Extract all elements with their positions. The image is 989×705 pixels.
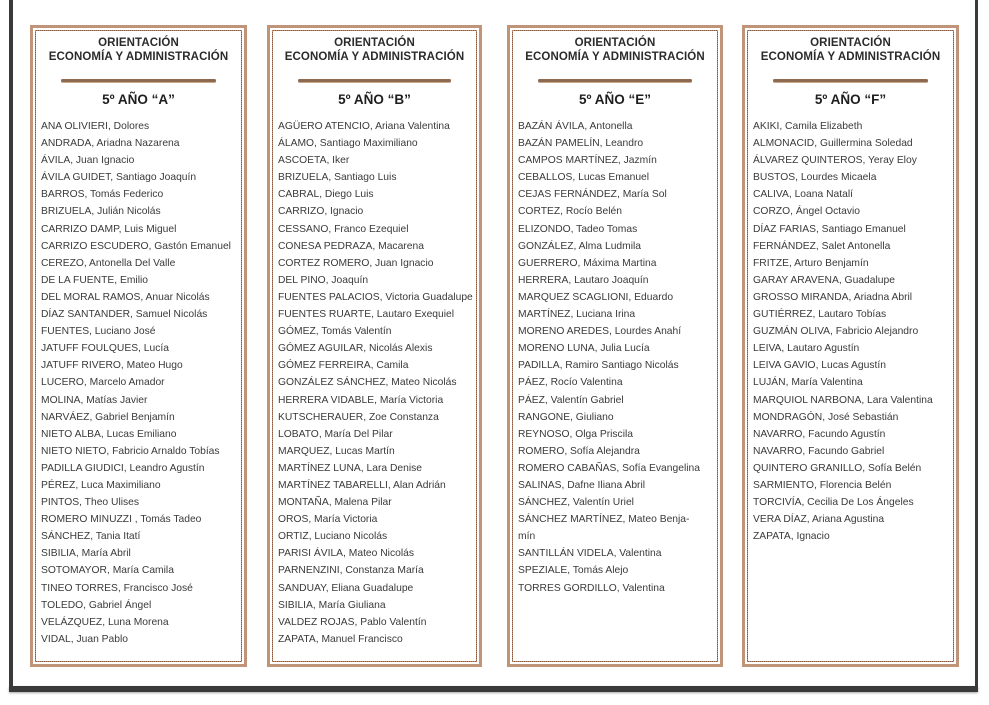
student-name: ZAPATA, Manuel Francisco [278,633,403,645]
card-heading [510,37,720,64]
student-name: GÓMEZ FERREIRA, Camila [278,360,409,372]
student-name: BRIZUELA, Santiago Luis [278,172,397,184]
student-name: GARAY ARAVENA, Guadalupe [753,274,895,286]
student-name: HERRERA VIDABLE, María Victoria [278,394,444,406]
student-name: ASCOETA, Iker [278,155,350,167]
page-edge-bottom [9,686,978,692]
student-name: MARQUIOL NARBONA, Lara Valentina [753,394,933,406]
student-name: GUZMÁN OLIVA, Fabricio Alejandro [753,326,919,338]
class-card-a [30,25,247,667]
orientation-name: ECONOMÍA Y ADMINISTRACIÓN [284,50,465,63]
student-list [753,118,950,545]
student-name: mín [518,531,536,543]
student-name: NIETO NIETO, Fabricio Arnaldo Tobías [41,445,220,457]
class-year-title: 5º AÑO “B” [338,92,411,107]
student-name: CABRAL, Diego Luis [278,189,374,201]
class-year-title: 5º AÑO “E” [579,92,651,107]
student-name: BRIZUELA, Julián Nicolás [41,206,161,218]
student-name: BUSTOS, Lourdes Micaela [753,172,877,184]
orientation-name: ECONOMÍA Y ADMINISTRACIÓN [525,50,705,63]
student-name: GÓMEZ, Tomás Valentín [278,326,392,338]
student-name: ROMERO CABAÑAS, Sofía Evangelina [518,462,700,474]
student-name: GÓMEZ AGUILAR, Nicolás Alexis [278,343,433,355]
student-name: MARTÍNEZ, Luciana Irina [518,309,636,321]
student-name: CALIVA, Loana Natalí [753,189,853,201]
student-name: SÁNCHEZ MARTÍNEZ, Mateo Benja- [518,514,690,526]
decorative-divider [773,79,928,82]
student-name: PÉREZ, Luca Maximiliano [41,479,161,491]
student-name: MARQUEZ SCAGLIONI, Eduardo [518,291,674,303]
student-name: VALDEZ ROJAS, Pablo Valentín [278,616,427,628]
student-name: FRITZE, Arturo Benjamín [753,257,869,269]
student-name: MONDRAGÓN, José Sebastián [753,411,899,423]
student-name: SPEZIALE, Tomás Alejo [518,565,629,577]
orientation-label: ORIENTACIÓN [334,37,415,49]
class-card-e [507,25,723,667]
student-name: GROSSO MIRANDA, Ariadna Abril [753,291,913,303]
student-name: DÍAZ FARIAS, Santiago Emanuel [753,223,906,235]
student-name: CORZO, Ángel Octavio [753,206,861,218]
student-name: ORTIZ, Luciano Nicolás [278,531,388,543]
student-name: CARRIZO DAMP, Luis Miguel [41,223,177,235]
student-name: ROMERO, Sofía Alejandra [518,445,640,457]
student-name: GONZÁLEZ SÁNCHEZ, Mateo Nicolás [278,377,457,389]
student-name: FERNÁNDEZ, Salet Antonella [753,240,891,252]
student-name: CAMPOS MARTÍNEZ, Jazmín [518,155,657,167]
student-name: MOLINA, Matías Javier [41,394,148,406]
student-name: VERA DÍAZ, Ariana Agustina [753,514,885,526]
page-edge-right [975,0,978,690]
student-name: ALMONACID, Guillermina Soledad [753,138,913,150]
class-card-b [267,25,482,667]
student-name: CARRIZO, Ignacio [278,206,364,218]
student-name: ZAPATA, Ignacio [753,531,830,543]
student-name: ÁVILA GUIDET, Santiago Joaquín [41,172,197,184]
student-name: BAZÁN ÁVILA, Antonella [518,121,633,132]
student-name: SÁNCHEZ, Valentín Uriel [518,497,634,509]
student-name: BARROS, Tomás Federico [41,189,164,201]
student-name: REYNOSO, Olga Priscila [518,428,634,440]
student-name: OROS, María Victoria [278,514,378,526]
student-name: LUJÁN, María Valentina [753,377,863,389]
decorative-divider [298,79,451,82]
student-name: GUERRERO, Máxima Martina [518,257,657,269]
student-name: CEREZO, Antonella Del Valle [41,257,176,269]
student-name: PÁEZ, Rocío Valentina [518,377,623,389]
student-name: SOTOMAYOR, María Camila [41,565,174,577]
orientation-name: ECONOMÍA Y ADMINISTRACIÓN [48,50,229,63]
student-name: SIBILIA, María Abril [41,548,131,560]
student-name: JATUFF FOULQUES, Lucía [41,343,169,355]
student-name: DEL PINO, Joaquín [278,274,369,286]
orientation-label: ORIENTACIÓN [810,37,891,49]
card-heading [33,37,244,64]
student-name: PADILLA GIUDICI, Leandro Agustín [41,462,205,474]
class-card-f [742,25,959,667]
class-year-title: 5º AÑO “A” [102,92,175,107]
student-name: MARTÍNEZ TABARELLI, Alan Adrián [278,479,446,491]
student-name: MORENO LUNA, Julia Lucía [518,343,650,355]
student-name: CEBALLOS, Lucas Emanuel [518,172,650,184]
student-name: ANDRADA, Ariadna Nazarena [41,138,180,150]
student-name: KUTSCHERAUER, Zoe Constanza [278,411,439,423]
student-name: CEJAS FERNÁNDEZ, María Sol [518,189,667,201]
student-name: FUENTES PALACIOS, Victoria Guadalupe [278,291,473,303]
student-name: BAZÁN PAMELÍN, Leandro [518,138,644,150]
student-name: PARISI ÁVILA, Mateo Nicolás [278,548,415,560]
student-name: LEIVA, Lautaro Agustín [753,343,860,355]
student-name: DE LA FUENTE, Emilio [41,274,148,286]
student-name: SANDUAY, Eliana Guadalupe [278,582,414,594]
student-name: PADILLA, Ramiro Santiago Nicolás [518,360,679,372]
student-name: DÍAZ SANTANDER, Samuel Nicolás [41,309,208,321]
student-name: NARVÁEZ, Gabriel Benjamín [41,411,175,423]
orientation-label: ORIENTACIÓN [574,37,656,49]
student-name: FUENTES RUARTE, Lautaro Exequiel [278,309,455,321]
student-name: ÁLAMO, Santiago Maximiliano [278,138,418,150]
orientation-name: ECONOMÍA Y ADMINISTRACIÓN [760,50,941,63]
student-name: TORCIVÍA, Cecilia De Los Ángeles [753,497,914,509]
student-name: JATUFF RIVERO, Mateo Hugo [41,360,183,372]
student-name: MARTÍNEZ LUNA, Lara Denise [278,462,423,474]
student-name: VIDAL, Juan Pablo [41,633,129,645]
student-name: CESSANO, Franco Ezequiel [278,223,409,235]
student-name: TOLEDO, Gabriel Ángel [41,599,152,611]
student-name: FUENTES, Luciano José [41,326,156,338]
student-list [278,118,473,648]
student-name: NIETO ALBA, Lucas Emiliano [41,428,177,440]
student-name: NAVARRO, Facundo Gabriel [753,445,885,457]
student-name: RANGONE, Giuliano [518,411,614,423]
student-name: SIBILIA, María Giuliana [278,599,386,611]
student-name: LUCERO, Marcelo Amador [41,377,165,389]
student-name: GUTIÉRREZ, Lautaro Tobías [753,309,887,321]
student-name: TINEO TORRES, Francisco José [41,582,193,594]
student-name: ÁVILA, Juan Ignacio [41,155,135,167]
student-name: SARMIENTO, Florencia Belén [753,479,892,491]
student-list [518,118,714,597]
page-edge-left [9,0,13,690]
student-name: CARRIZO ESCUDERO, Gastón Emanuel [41,240,231,252]
student-name: SANTILLÁN VIDELA, Valentina [518,548,662,560]
student-name: SALINAS, Dafne Iliana Abril [518,479,646,491]
student-name: ELIZONDO, Tadeo Tomas [518,223,638,235]
student-name: CORTEZ ROMERO, Juan Ignacio [278,257,434,269]
student-name: NAVARRO, Facundo Agustín [753,428,886,440]
student-name: DEL MORAL RAMOS, Anuar Nicolás [41,291,210,303]
student-list [41,118,238,648]
student-name: ÁLVAREZ QUINTEROS, Yeray Eloy [753,155,917,167]
card-heading [270,37,479,64]
student-name: CONESA PEDRAZA, Macarena [278,240,424,252]
student-name: SÁNCHEZ, Tania Itatí [41,531,141,543]
decorative-divider [538,79,692,82]
orientation-label: ORIENTACIÓN [98,37,179,49]
student-name: HERRERA, Lautaro Joaquín [518,274,649,286]
student-name: PARNENZINI, Constanza María [278,565,424,577]
student-name: AKIKI, Camila Elizabeth [753,121,863,132]
student-name: PÁEZ, Valentín Gabriel [518,394,624,406]
student-name: LOBATO, María Del Pilar [278,428,393,440]
student-name: AGÜERO ATENCIO, Ariana Valentina [278,121,450,132]
student-name: QUINTERO GRANILLO, Sofía Belén [753,462,922,474]
student-name: PINTOS, Theo Ulises [41,497,140,509]
student-name: MARQUEZ, Lucas Martín [278,445,395,457]
student-name: ROMERO MINUZZI , Tomás Tadeo [41,514,202,526]
student-name: VELÁZQUEZ, Luna Morena [41,616,169,628]
student-name: TORRES GORDILLO, Valentina [518,582,665,594]
decorative-divider [61,79,216,82]
student-name: MORENO AREDES, Lourdes Anahí [518,326,682,338]
student-name: ANA OLIVIERI, Dolores [41,121,150,132]
student-name: CORTEZ, Rocío Belén [518,206,622,218]
card-heading [745,37,956,64]
student-name: LEIVA GAVIO, Lucas Agustín [753,360,886,372]
class-year-title: 5º AÑO “F” [814,92,887,107]
student-name: MONTAÑA, Malena Pilar [278,497,392,509]
student-name: GONZÁLEZ, Alma Ludmila [518,240,642,252]
